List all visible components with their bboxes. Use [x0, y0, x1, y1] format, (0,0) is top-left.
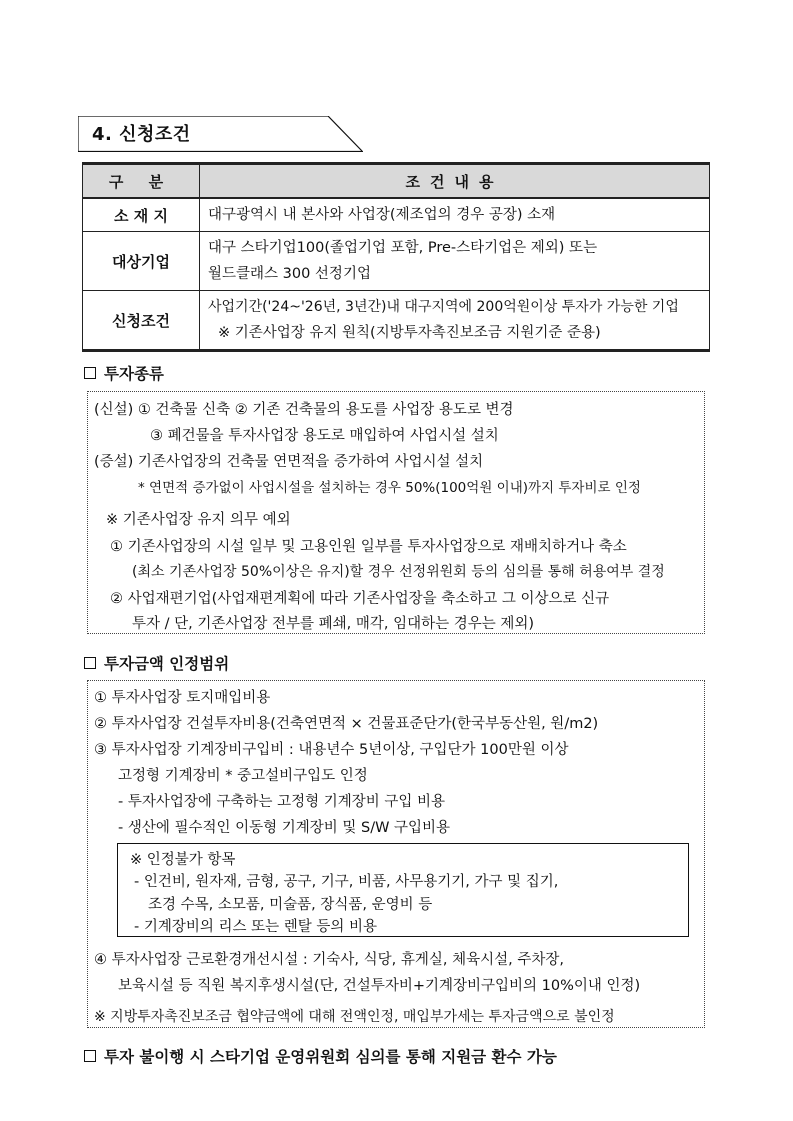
row-value-line: ※ 기존사업장 유지 원칙(지방투자촉진보조금 지원기준 준용) — [218, 325, 601, 341]
table-row — [83, 198, 710, 232]
invest-scope-line: ① 투자사업장 토지매입비용 — [94, 690, 271, 706]
final-note-text: 투자 불이행 시 스타기업 운영위원회 심의를 통해 지원금 환수 가능 — [104, 1048, 557, 1066]
invest-scope-heading — [84, 652, 229, 674]
header-category: 구 분 — [83, 164, 200, 199]
invest-types-line: (최소 기존사업장 50%이상은 유지)할 경우 선정위원회 등의 심의를 통해 허용여부 결정 — [132, 564, 665, 580]
invest-scope-heading-text: 투자금액 인정범위 — [104, 655, 230, 673]
checkbox-square-icon — [84, 367, 96, 379]
invest-scope-line: - 투자사업장에 구축하는 고정형 기계장비 구입 비용 — [118, 794, 446, 810]
table-row — [83, 232, 710, 291]
checkbox-square-icon — [84, 1050, 96, 1062]
excluded-line: 조경 수목, 소모품, 미술품, 장식품, 운영비 등 — [148, 897, 433, 913]
row-value — [200, 232, 710, 291]
row-value-line: 월드클래스 300 선정기업 — [208, 266, 371, 282]
invest-types-heading — [84, 362, 164, 384]
table-header-row — [83, 164, 710, 199]
invest-types-line: ① 기존사업장의 시설 일부 및 고용인원 일부를 투자사업장으로 재배치하거나 축소 — [110, 539, 627, 555]
invest-types-line: (증설) 기존사업장의 건축물 연면적을 증가하여 사업시설 설치 — [94, 454, 484, 470]
section-title: 4. 신청조건 — [92, 124, 191, 145]
row-label: 신청조건 — [83, 291, 200, 351]
invest-types-line: ③ 폐건물을 투자사업장 용도로 매입하여 사업시설 설치 — [150, 428, 499, 444]
invest-types-line: ② 사업재편기업(사업재편계획에 따라 기존사업장을 축소하고 그 이상으로 신규 — [110, 591, 610, 607]
invest-scope-line: ④ 투자사업장 근로환경개선시설 : 기숙사, 식당, 휴게실, 체육시설, 주차장, — [94, 952, 564, 968]
row-label: 대상기업 — [83, 232, 200, 291]
table-row — [83, 291, 710, 351]
invest-types-line: 투자 / 단, 기존사업장 전부를 폐쇄, 매각, 임대하는 경우는 제외) — [132, 616, 535, 632]
invest-types-box — [87, 391, 705, 634]
invest-scope-line: ② 투자사업장 건설투자비용(건축연면적 × 건물표준단가(한국부동산원, 원/m2) — [94, 716, 599, 732]
conditions-table — [82, 162, 710, 352]
row-value-line: 대구광역시 내 본사와 사업장(제조업의 경우 공장) 소재 — [208, 207, 556, 223]
excluded-line: - 기계장비의 리스 또는 렌탈 등의 비용 — [134, 919, 377, 935]
header-content: 조건내용 — [200, 164, 710, 199]
invest-types-line: (신설) ① 건축물 신축 ② 기존 건축물의 용도를 사업장 용도로 변경 — [94, 402, 514, 418]
final-note — [84, 1045, 557, 1067]
row-value-line: 대구 스타기업100(졸업기업 포함, Pre-스타기업은 제외) 또는 — [208, 240, 598, 256]
row-value — [200, 198, 710, 232]
invest-scope-line: ※ 지방투자촉진보조금 협약금액에 대해 전액인정, 매입부가세는 투자금액으로 불인정 — [94, 1009, 615, 1025]
row-value-line: 사업기간('24~'26년, 3년간)내 대구지역에 200억원이상 투자가 가능한 기업 — [208, 299, 679, 315]
invest-scope-line: 고정형 기계장비 * 중고설비구입도 인정 — [118, 768, 368, 784]
invest-scope-line: - 생산에 필수적인 이동형 기계장비 및 S/W 구입비용 — [118, 820, 451, 836]
excluded-line: - 인건비, 원자재, 금형, 공구, 기구, 비품, 사무용기기, 가구 및 집기, — [134, 874, 559, 890]
excluded-line: ※ 인정불가 항목 — [130, 852, 236, 868]
invest-scope-line: 보육시설 등 직원 복지후생시설(단, 건설투자비+기계장비구입비의 10%이내 인정) — [118, 978, 641, 994]
excluded-items-box — [117, 843, 689, 937]
row-value — [200, 291, 710, 351]
invest-types-line: ※ 기존사업장 유지 의무 예외 — [106, 512, 291, 528]
row-label: 소 재 지 — [83, 198, 200, 232]
invest-scope-line: ③ 투자사업장 기계장비구입비 : 내용년수 5년이상, 구입단가 100만원 이상 — [94, 742, 569, 758]
invest-types-heading-text: 투자종류 — [104, 365, 164, 383]
invest-types-line: * 연면적 증가없이 사업시설을 설치하는 경우 50%(100억원 이내)까지 투자비로 인정 — [138, 480, 641, 496]
checkbox-square-icon — [84, 657, 96, 669]
